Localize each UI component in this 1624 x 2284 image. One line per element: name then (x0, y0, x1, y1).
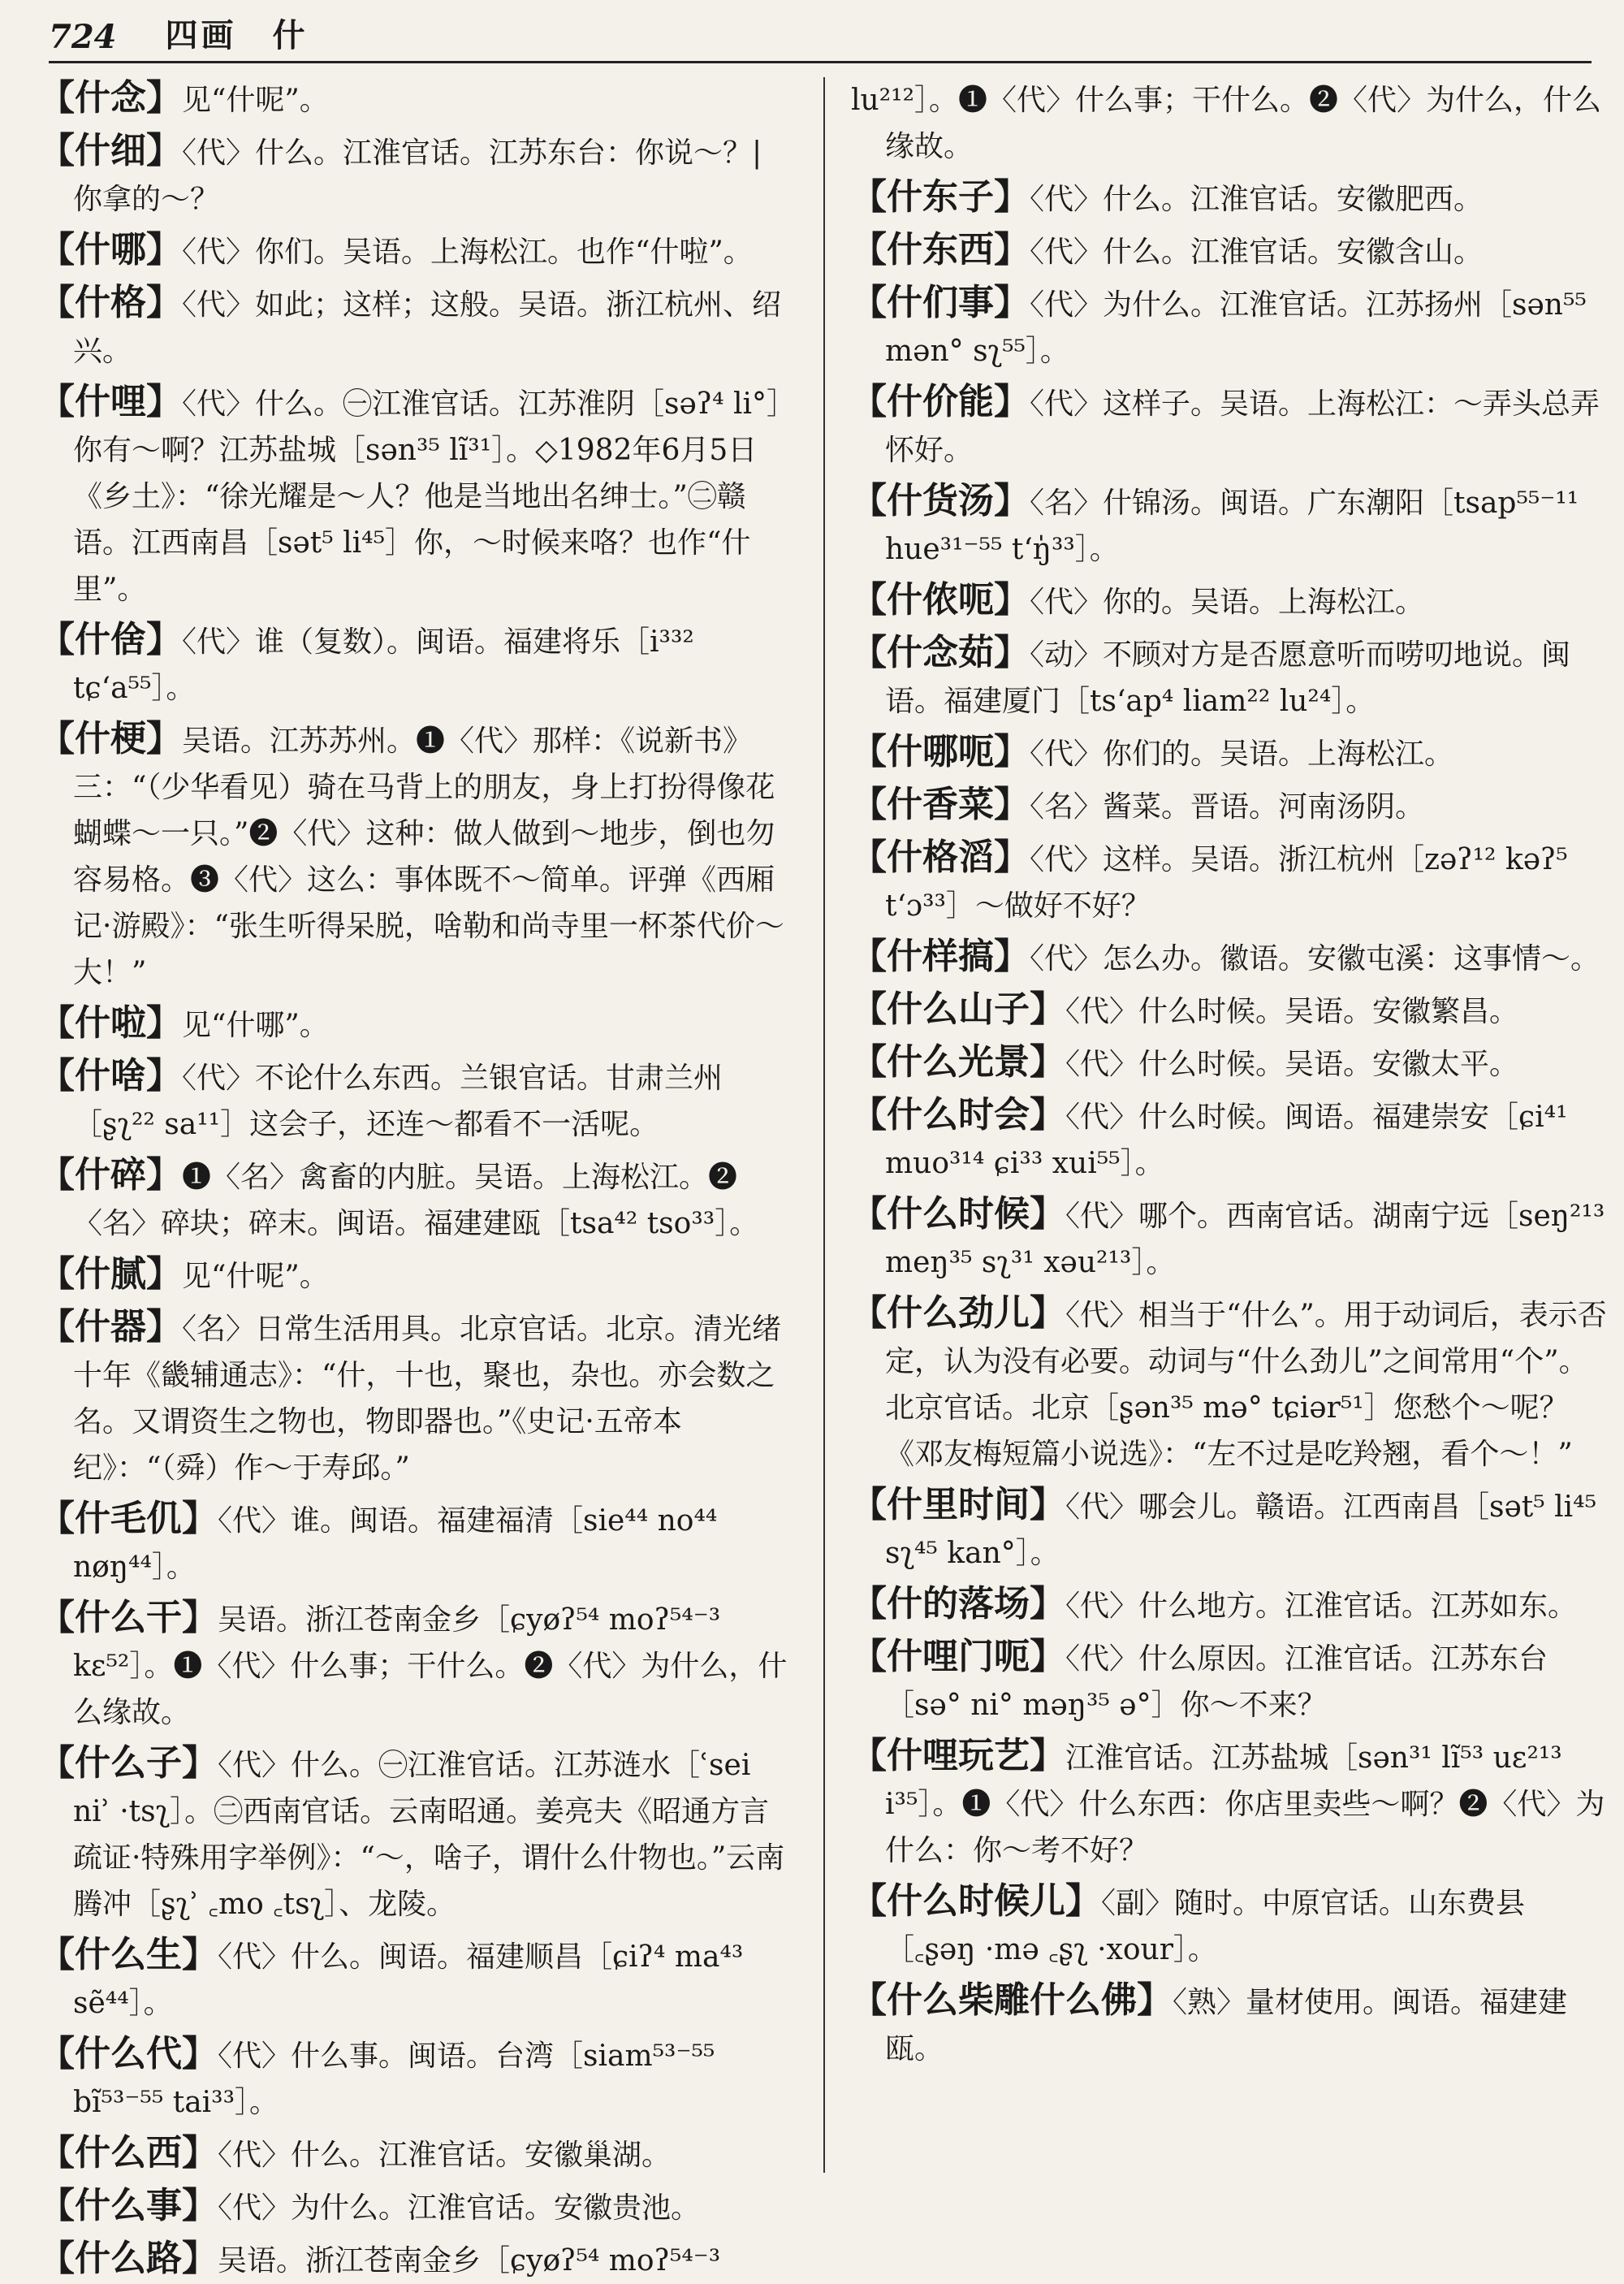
entry-definition: 〈代〉什么地方。江淮官话。江苏如东。 (1065, 1590, 1578, 1623)
entry-headword: 【什么时候儿】 (851, 1880, 1101, 1922)
entry-definition: 〈代〉你们。吴语。上海松江。也作“什啦”。 (182, 236, 753, 269)
dictionary-entry (851, 227, 1608, 275)
dictionary-entry (39, 2235, 796, 2284)
entry-headword: 【什么干】 (39, 1597, 218, 1638)
dictionary-entry (851, 478, 1608, 573)
entry-definition: 〈代〉什么。江淮官话。安徽肥西。 (1030, 183, 1484, 216)
dictionary-entry (851, 1092, 1608, 1187)
dictionary-entry (39, 227, 796, 275)
entry-definition: lu²¹²］。❶〈代〉什么事；干什么。❷〈代〉为什么，什么缘故。 (851, 84, 1601, 163)
entry-headword: 【什格滔】 (851, 837, 1030, 878)
entry-headword: 【什么时会】 (851, 1094, 1065, 1136)
entry-definition: 〈代〉什么时候。吴语。安徽繁昌。 (1065, 995, 1519, 1028)
entry-definition: 见“什呢”。 (182, 1260, 329, 1293)
entry-definition: 吴语。江苏苏州。❶〈代〉那样：《说新书》三：“（少华看见）骑在马背上的朋友，身上打扮得像花蝴蝶～一只。”❷〈代〉这种：做人做到～地步，倒也勿容易格。❸〈代〉这么：事体既不～简单。评弹《西厢记·游殿》：“张生听得呆脱，啥勒和尚寺里一杯茶代价～大！” (73, 725, 784, 989)
entry-definition: 〈代〉谁（复数）。闽语。福建将乐［i³³² tɕʻa⁵⁵］。 (73, 625, 694, 705)
entry-headword: 【什么柴雕什么佛】 (851, 1979, 1173, 2021)
dictionary-entry (851, 1290, 1608, 1477)
entry-definition: 〈代〉怎么办。徽语。安徽屯溪：这事情～。 (1030, 942, 1600, 975)
entry-definition: 〈代〉什么。江淮官话。安徽含山。 (1030, 236, 1484, 269)
left-column (39, 75, 796, 2279)
entry-headword: 【什价能】 (851, 381, 1030, 422)
entry-headword: 【什们事】 (851, 282, 1030, 323)
entry-headword: 【什梗】 (39, 718, 182, 759)
entry-definition: 〈代〉什么原因。江淮官话。江苏东台［sə° ni° məŋ³⁵ ə°］你～不来？ (885, 1642, 1548, 1722)
entry-headword: 【什格】 (39, 282, 182, 323)
dictionary-entry (851, 1482, 1608, 1577)
entry-definition: 〈代〉这样。吴语。浙江杭州［zəʔ¹² kəʔ⁵ tʻɔ³³］～做好不好？ (885, 843, 1568, 923)
dictionary-entry (851, 933, 1608, 982)
dictionary-entry (39, 75, 796, 123)
dictionary-entry (851, 781, 1608, 830)
dictionary-entry (39, 1931, 796, 2027)
entry-headword: 【什器】 (39, 1306, 182, 1347)
column-divider (823, 77, 825, 2173)
entry-definition: 吴语。浙江苍南金乡［ɕyøʔ⁵⁴ moʔ⁵⁴⁻³ (218, 2244, 721, 2278)
dictionary-entry (39, 1495, 796, 1590)
entry-headword: 【什碎】 (39, 1154, 182, 1196)
entry-headword: 【什啥】 (39, 1055, 182, 1097)
entry-definition: 〈代〉你的。吴语。上海松江。 (1030, 586, 1425, 619)
dictionary-entry (39, 1152, 796, 1247)
entry-definition: 见“什呢”。 (182, 84, 329, 117)
dictionary-entry (851, 379, 1608, 474)
entry-headword: 【什哩】 (39, 381, 182, 422)
entry-definition: 〈代〉不论什么东西。兰银官话。甘肃兰州［ʂʅ²² sa¹¹］这会子，还连～都看不一活呢。 (73, 1062, 723, 1141)
entry-headword: 【什么事】 (39, 2185, 218, 2226)
dictionary-entry (851, 729, 1608, 777)
dictionary-entry (851, 279, 1608, 374)
entry-headword: 【什东子】 (851, 176, 1030, 218)
entry-definition: 〈代〉什么时候。闽语。福建崇安［ɕi⁴¹ muo³¹⁴ ɕi³³ xui⁵⁵］。 (885, 1101, 1568, 1180)
entry-headword: 【什侬呃】 (851, 579, 1030, 621)
entry-headword: 【什么路】 (39, 2238, 218, 2279)
entry-definition: 〈代〉什么。㊀江淮官话。江苏涟水［ʿsei niʾ ·tsʅ］。㊁西南官话。云南昭通。姜亮夫《昭通方言疏证·特殊用字举例》：“～，啥子，谓什么什物也。”云南腾冲［ʂʅʾ ꜀mo ꜀tsʅ］、龙陵。 (73, 1749, 785, 1921)
entry-headword: 【什细】 (39, 130, 182, 171)
entry-definition: 〈代〉哪会儿。赣语。江西南昌［sət⁵ li⁴⁵ sʅ⁴⁵ kan°］。 (885, 1490, 1597, 1570)
dictionary-entry (39, 2130, 796, 2178)
dictionary-entry (39, 1251, 796, 1300)
entry-headword: 【什腻】 (39, 1253, 182, 1295)
dictionary-entry (39, 128, 796, 223)
entry-headword: 【什里时间】 (851, 1484, 1065, 1525)
entry-definition: 〈代〉什么。江淮官话。江苏东台：你说～？| 你拿的～？ (73, 136, 762, 216)
dictionary-entry (39, 379, 796, 612)
entry-headword: 【什哩玩艺】 (851, 1735, 1065, 1776)
entry-definition: 〈名〉日常生活用具。北京官话。北京。清光绪十年《畿辅通志》：“什，十也，聚也，杂也。亦会数之名。又谓资生之物也，物即器也。”《史记·五帝本纪》：“（舜）作～于寿邱。” (73, 1313, 782, 1485)
entry-headword: 【什倽】 (39, 619, 182, 660)
dictionary-entry (851, 834, 1608, 929)
entry-definition: 〈代〉什么时候。吴语。安徽太平。 (1065, 1048, 1519, 1081)
dictionary-entry (851, 1039, 1608, 1088)
section-title: 四画 什 (165, 16, 309, 54)
dictionary-entry (851, 75, 1608, 170)
dictionary-entry (39, 1740, 796, 1927)
dictionary-entry (851, 1878, 1608, 1973)
entry-definition: 江淮官话。江苏盐城［sən³¹ lĩ⁵³ uɛ²¹³ i³⁵］。❶〈代〉什么东西：你店里卖些～啊？❷〈代〉为什么：你～考不好？ (885, 1741, 1605, 1867)
entry-headword: 【什念茹】 (851, 632, 1030, 673)
entry-headword: 【什啦】 (39, 1002, 182, 1044)
dictionary-entry (851, 629, 1608, 725)
dictionary-entry (39, 716, 796, 996)
entry-definition: 〈代〉什么事。闽语。台湾［siam⁵³⁻⁵⁵ bĩ⁵³⁻⁵⁵ tai³³］。 (73, 2040, 715, 2119)
entry-definition: 〈名〉酱菜。晋语。河南汤阴。 (1030, 790, 1425, 824)
dictionary-entry (39, 2031, 796, 2126)
dictionary-entry (851, 1732, 1608, 1874)
entry-definition: 〈代〉什么。江淮官话。安徽巢湖。 (218, 2139, 672, 2172)
entry-headword: 【什么代】 (39, 2033, 218, 2074)
dictionary-entry (39, 279, 796, 374)
page-number: 724 (49, 18, 117, 56)
entry-definition: 〈代〉你们的。吴语。上海松江。 (1030, 738, 1454, 771)
entry-definition: 〈代〉为什么。江淮官话。江苏扬州［sən⁵⁵ mən° sʅ⁵⁵］。 (885, 288, 1587, 368)
entry-headword: 【什哪】 (39, 229, 182, 270)
entry-headword: 【什么生】 (39, 1934, 218, 1975)
entry-definition: ❶〈名〉禽畜的内脏。吴语。上海松江。❷〈名〉碎块；碎末。闽语。福建建瓯［tsa⁴² tso³³］。 (73, 1161, 759, 1240)
page-header (49, 15, 1592, 63)
entry-definition: 吴语。浙江苍南金乡［ɕyøʔ⁵⁴ moʔ⁵⁴⁻³ kɛ⁵²］。❶〈代〉什么事；干什么。❷〈代〉为什么，什么缘故。 (73, 1603, 788, 1729)
dictionary-entry (851, 1191, 1608, 1286)
entry-headword: 【什货汤】 (851, 480, 1030, 521)
entry-headword: 【什念】 (39, 77, 182, 119)
dictionary-entry (851, 1633, 1608, 1728)
entry-definition: 〈代〉什么。㊀江淮官话。江苏淮阴［səʔ⁴ li°］你有～啊？江苏盐城［sən³⁵ lĩ³¹］。◇1982年6月5日《乡土》：“徐光耀是～人？他是当地出名绅士。”㊁赣语。江西南昌［sət⁵ li⁴⁵］你，～时候来咯？也作“什里”。 (73, 387, 796, 606)
dictionary-entry (39, 1304, 796, 1491)
entry-definition: 〈代〉相当于“什么”。用于动词后，表示否定，认为没有必要。动词与“什么劲儿”之间常用“个”。北京官话。北京［ʂən³⁵ mə° tɕiər⁵¹］您愁个～呢？《邓友梅短篇小说选》：“左不过是吃羚翘，看个～！” (885, 1299, 1607, 1471)
entry-headword: 【什么山子】 (851, 988, 1065, 1030)
entry-definition: 〈副〉随时。中原官话。山东费县［꜀ʂəŋ ·mə ꜀ʂʅ ·xour］。 (885, 1887, 1526, 1966)
dictionary-entry (39, 1053, 796, 1148)
entry-headword: 【什样搞】 (851, 936, 1030, 977)
entry-headword: 【什么劲儿】 (851, 1292, 1065, 1334)
dictionary-entry (39, 616, 796, 712)
dictionary-entry (851, 577, 1608, 625)
dictionary-entry (39, 1594, 796, 1736)
dictionary-entry (39, 1000, 796, 1049)
entry-headword: 【什么光景】 (851, 1041, 1065, 1083)
dictionary-entry (851, 1977, 1608, 2072)
dictionary-entry (851, 1581, 1608, 1629)
entry-headword: 【什哩门呃】 (851, 1636, 1065, 1677)
entry-definition: 〈动〉不顾对方是否愿意听而唠叨地说。闽语。福建厦门［tsʻap⁴ liam²² lu²⁴］。 (885, 638, 1571, 718)
dictionary-entry (851, 986, 1608, 1035)
entry-definition: 〈熟〉量材使用。闽语。福建建瓯。 (885, 1986, 1568, 2066)
entry-definition: 〈代〉谁。闽语。福建福清［sie⁴⁴ no⁴⁴ nøŋ⁴⁴］。 (73, 1504, 718, 1584)
entry-headword: 【什的落场】 (851, 1583, 1065, 1624)
entry-headword: 【什香菜】 (851, 784, 1030, 825)
entry-headword: 【什哪呃】 (851, 731, 1030, 772)
entry-definition: 〈代〉什么。闽语。福建顺昌［ɕiʔ⁴ ma⁴³ sẽ⁴⁴］。 (73, 1940, 744, 2020)
entry-headword: 【什么时候】 (851, 1193, 1065, 1235)
entry-definition: 〈名〉什锦汤。闽语。广东潮阳［tsap⁵⁵⁻¹¹ hue³¹⁻⁵⁵ tʻŋ̍³³］。 (885, 487, 1579, 566)
entry-headword: 【什东西】 (851, 229, 1030, 270)
entry-headword: 【什么子】 (39, 1742, 218, 1784)
entry-headword: 【什么西】 (39, 2132, 218, 2174)
entry-definition: 〈代〉这样子。吴语。上海松江：～弄头总弄怀好。 (885, 387, 1600, 467)
right-column (851, 75, 1608, 2178)
entry-headword: 【什毛仉】 (39, 1498, 218, 1539)
entry-definition: 〈代〉为什么。江淮官话。安徽贵池。 (218, 2191, 701, 2225)
entry-definition: 见“什哪”。 (182, 1009, 329, 1042)
dictionary-entry (39, 2182, 796, 2231)
entry-definition: 〈代〉哪个。西南官话。湖南宁远［seŋ²¹³ meŋ³⁵ sʅ³¹ xəu²¹³］。 (885, 1200, 1605, 1279)
dictionary-entry (851, 174, 1608, 223)
entry-definition: 〈代〉如此；这样；这般。吴语。浙江杭州、绍兴。 (73, 288, 782, 368)
